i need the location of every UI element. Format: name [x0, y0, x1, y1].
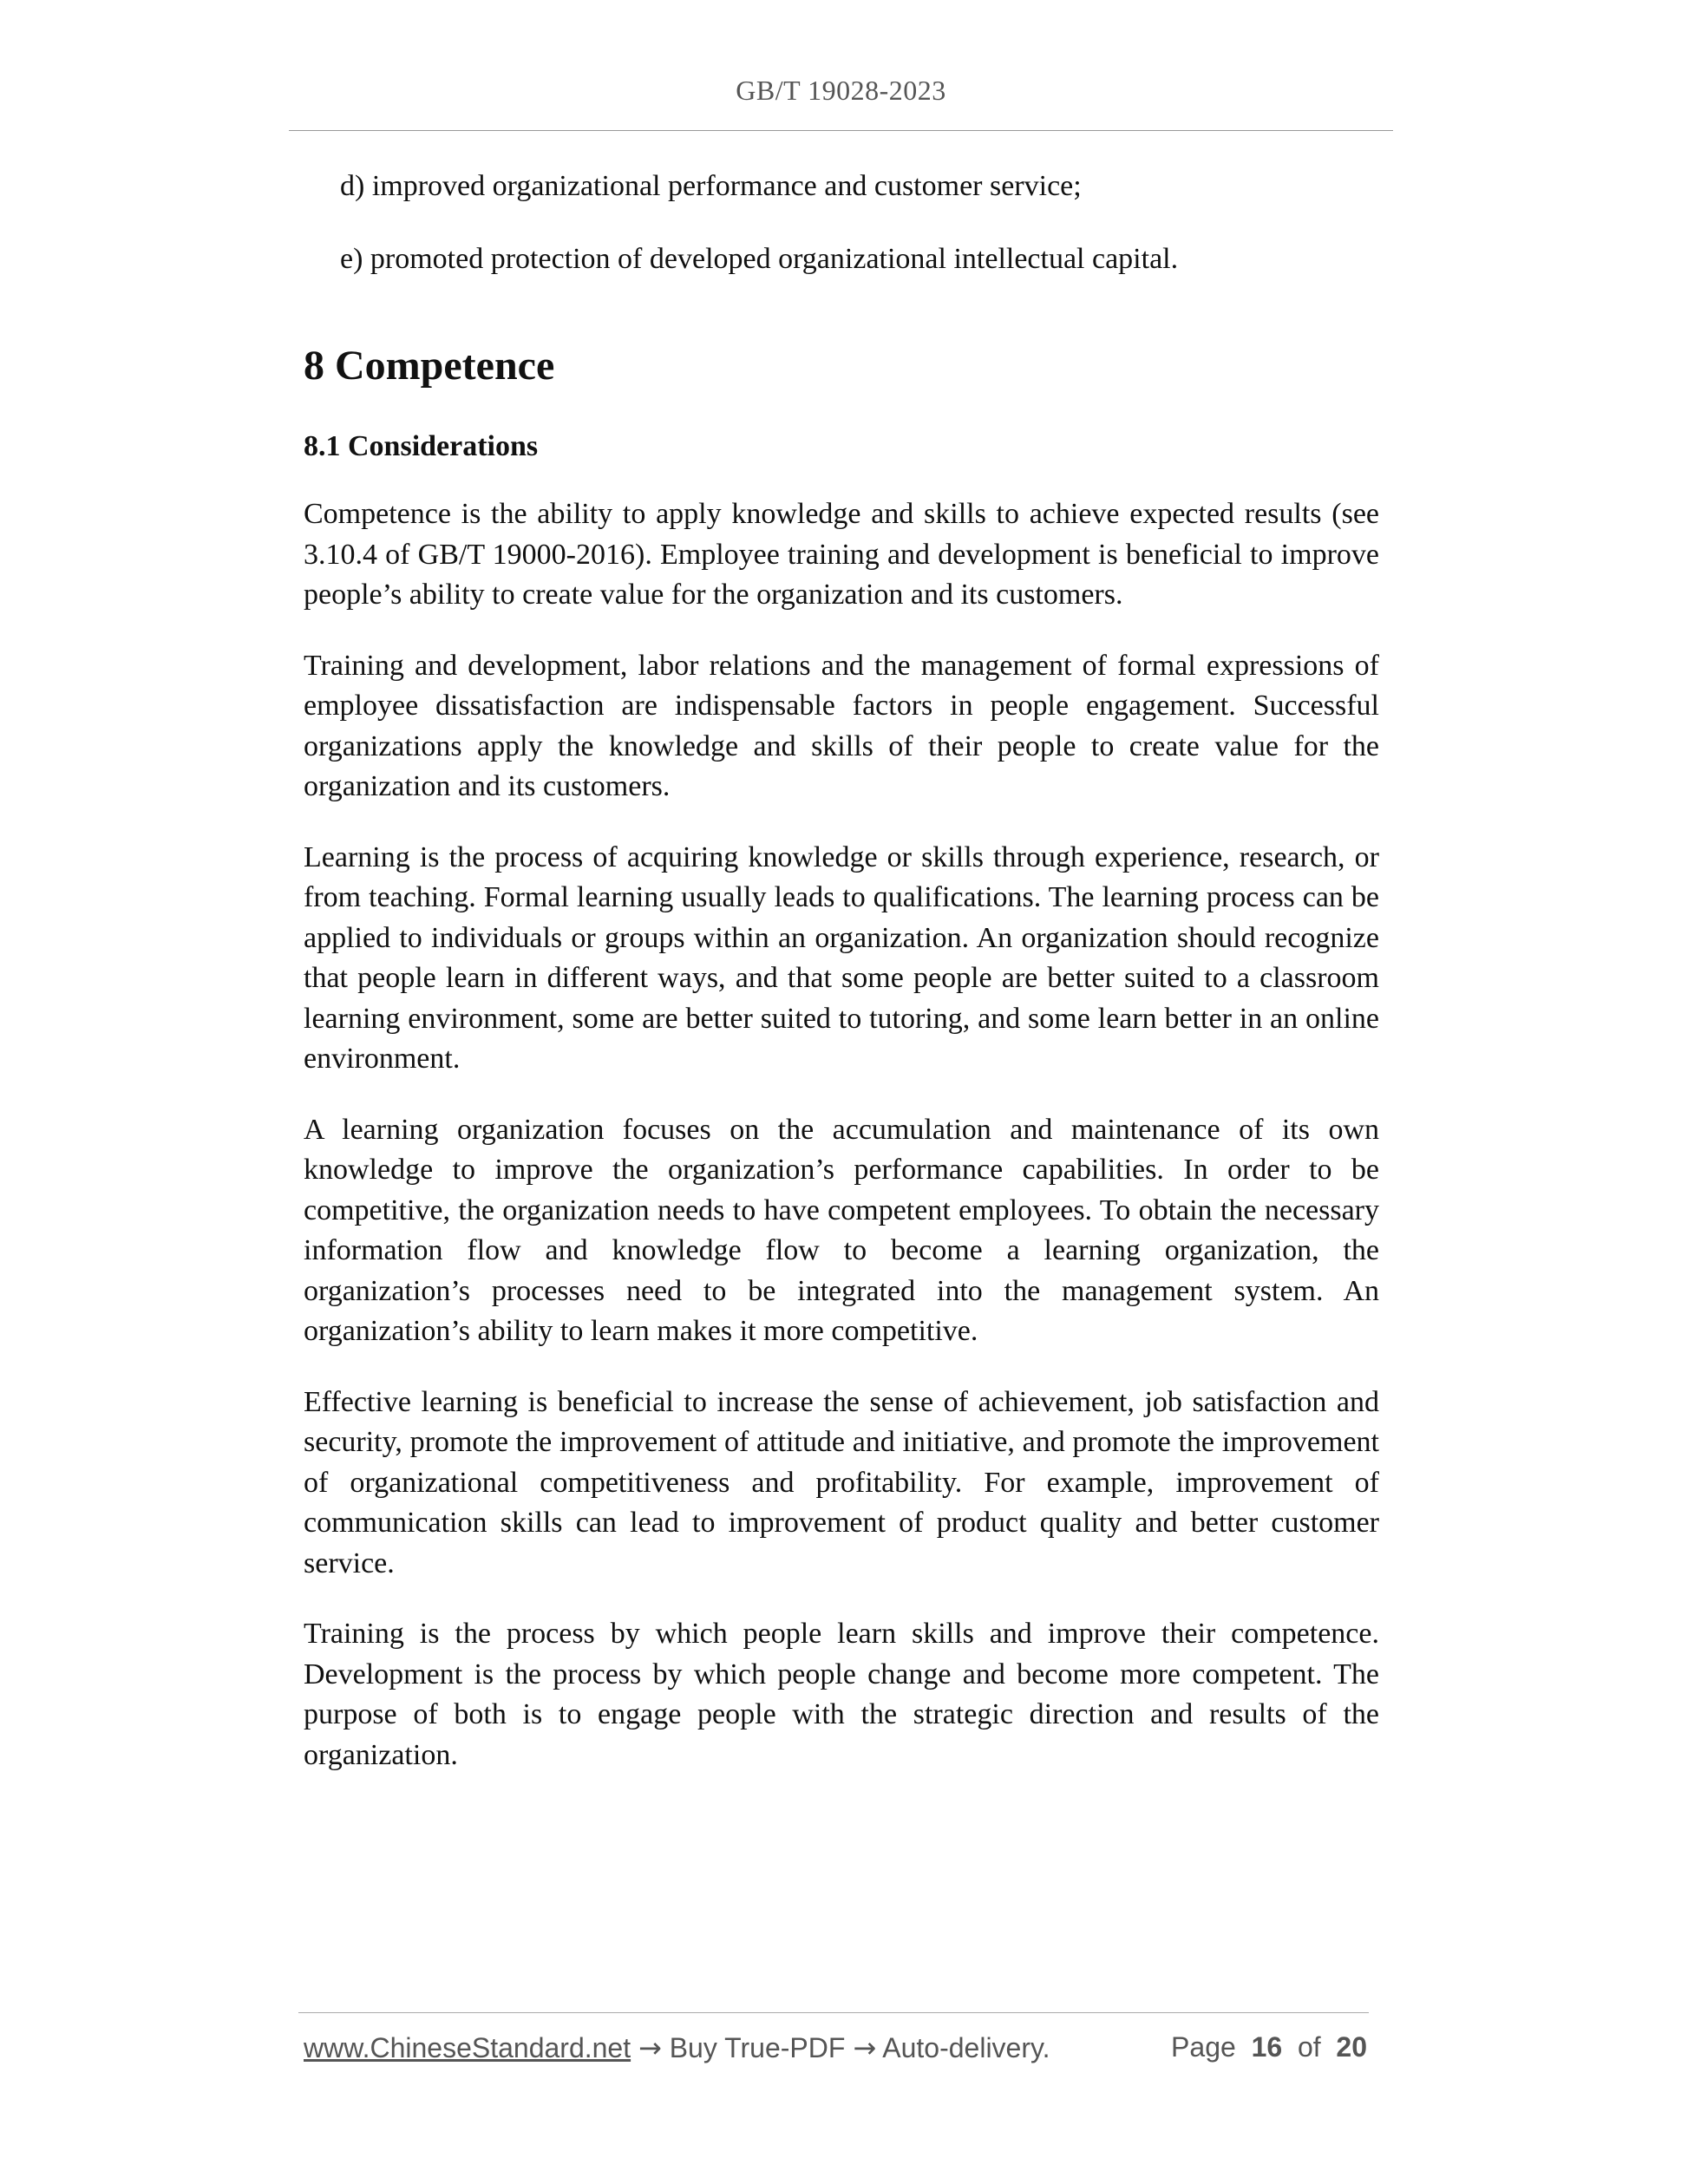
list-item-e: e) promoted protection of developed organizational intellectual capital.	[340, 243, 1179, 275]
paragraph-training-definition: Training is the process by which people learn skills and improve their competence. Development is the process by which people change and become more competent. The purpose of both is to engage people with the strategic direction and results of the organization.	[304, 1618, 1379, 1771]
page-current: 16	[1251, 2031, 1283, 2063]
paragraph-learning-organization: A learning organization focuses on the accumulation and maintenance of its own knowledge to improve the organization’s performance capabilities. In order to be competitive, the organization needs to have competent employees. To obtain the necessary information flow and knowledge flow to become a learning organization, the organization’s processes need to be integrated into the management system. An organization’s ability to learn makes it more competitive.	[304, 1113, 1379, 1347]
page-label: Page	[1171, 2031, 1236, 2063]
website-link[interactable]: www.ChineseStandard.net	[304, 2032, 631, 2063]
paragraph-effective-learning: Effective learning is beneficial to increase the sense of achievement, job satisfaction and security, promote the improvement of attitude and initiative, and promote the improvement of organizational competitiveness and profitability. For example, improvement of communication skills can lead to improvement of product quality and better customer service.	[304, 1385, 1379, 1579]
page-indicator	[1171, 2031, 1367, 2063]
footer-divider	[298, 2012, 1369, 2013]
footer-promo	[304, 2031, 1050, 2064]
buy-true-pdf-text: Buy True-PDF	[669, 2032, 846, 2063]
page-total: 20	[1336, 2031, 1367, 2063]
paragraph-training-development: Training and development, labor relations and the management of formal expressions of employee dissatisfaction are indispensable factors in people engagement. Successful organizations apply the knowledge and skills of their people to create value for the organization and its customers.	[304, 649, 1379, 802]
paragraph-competence-definition: Competence is the ability to apply knowledge and skills to achieve expected results (see 3.10.4 of GB/T 19000-2016). Employee training and development is beneficial to improve people’s ability to create value for the organization and its customers.	[304, 498, 1379, 611]
auto-delivery-text: Auto-delivery.	[882, 2032, 1050, 2063]
arrow-right-icon: →	[638, 2031, 662, 2064]
page-content	[304, 167, 1379, 1806]
paragraph-learning-process: Learning is the process of acquiring knowledge or skills through experience, research, or from teaching. Formal learning usually leads to qualifications. The learning process can be applied to individuals or groups within an organization. An organization should recognize that people learn in different ways, and that some people are better suited to a classroom learning environment, some are better suited to tutoring, and some learn better in an online environment.	[304, 840, 1379, 1075]
header-divider	[289, 130, 1393, 131]
subsection-heading: 8.1 Considerations	[304, 430, 539, 462]
arrow-right-icon-2: →	[853, 2031, 877, 2064]
section-heading: 8 Competence	[304, 343, 555, 389]
running-header: GB/T 19028-2023	[736, 75, 946, 106]
page-of-label: of	[1297, 2031, 1321, 2063]
list-item-d: d) improved organizational performance and customer service;	[340, 170, 1082, 202]
